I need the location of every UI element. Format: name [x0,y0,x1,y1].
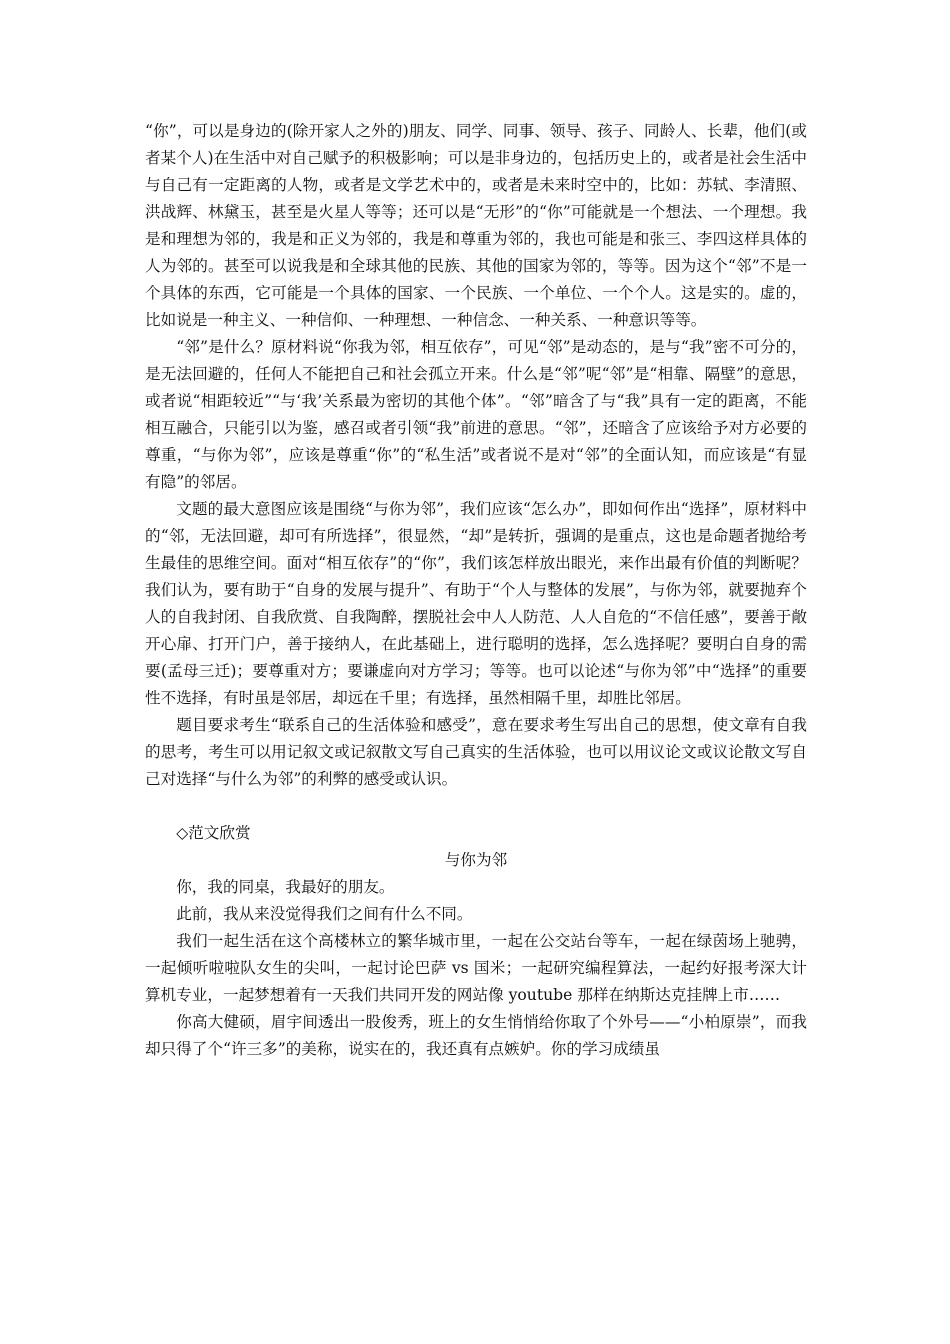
essay-title: 与你为邻 [444,851,508,869]
intro-paragraph-2: “邻”是什么？原材料说“你我为邻，相互依存”，可见“邻”是动态的，是与“我”密不可分的，是无法回避的，任何人不能把自己和社会孤立开来。什么是“邻”呢“邻”是“相靠、隔壁”的意思，或者说“相距较近”“与‘我’关系最为密切的其他个体”。“邻”暗含了与“我”具有一定的距离，不能相互融合，只能引以为鉴，感召或者引领“我”前进的意思。“邻”，还暗含了应该给予对方必要的尊重，“与你为邻”，应该是尊重“你”的“私生活”或者说不是对“邻”的全面认知，而应该是“有显有隐”的邻居。 [145,338,807,491]
section-label: ◇范文欣赏 [176,824,251,842]
essay-paragraph-3: 我们一起生活在这个高楼林立的繁华城市里，一起在公交站台等车，一起在绿茵场上驰骋，一起倾听啦啦队女生的尖叫，一起讨论巴萨 vs 国米；一起研究编程算法，一起约好报考深大计算机专业，一起梦想着有一天我们共同开发的网站像 youtube 那样在纳斯达克挂牌上市…… [145,932,807,1004]
intro-paragraph-1: “你”，可以是身边的(除开家人之外的)朋友、同学、同事、领导、孩子、同龄人、长辈，他们(或者某个人)在生活中对自己赋予的积极影响；可以是非身边的，包括历史上的，或者是社会生活中与自己有一定距离的人物，或者是文学艺术中的，或者是未来时空中的，比如：苏轼、李清照、洪战辉、林黛玉，甚至是火星人等等；还可以是“无形”的“你”可能就是一个想法、一个理想。我是和理想为邻的，我是和正义为邻的，我是和尊重为邻的，我也可能是和张三、李四这样具体的人为邻的。甚至可以说我是和全球其他的民族、其他的国家为邻的，等等。因为这个“邻”不是一个具体的东西，它可能是一个具体的国家、一个民族、一个单位、一个个人。这是实的。虚的，比如说是一种主义、一种信仰、一种理想、一种信念、一种关系、一种意识等等。 [145,122,807,329]
paragraph-spacer [145,793,807,820]
document-page [145,118,807,1063]
intro-paragraph-3: 文题的最大意图应该是围绕“与你为邻”，我们应该“怎么办”，即如何作出“选择”，原材料中的“邻，无法回避，却可有所选择”，很显然，“却”是转折，强调的是重点，这也是命题者抛给考生最佳的思维空间。面对“相互依存”的“你”，我们该怎样放出眼光，来作出最有价值的判断呢？我们认为，要有助于“自身的发展与提升”、有助于“个人与整体的发展”，与你为邻，就要抛弃个人的自我封闭、自我欣赏、自我陶醉，摆脱社会中人人防范、人人自危的“不信任感”，要善于敞开心扉、打开门户，善于接纳人，在此基础上，进行聪明的选择，怎么选择呢？要明白自身的需要(孟母三迁)；要尊重对方；要谦虚向对方学习；等等。也可以论述“与你为邻”中“选择”的重要性不选择，有时虽是邻居，却远在千里；有选择，虽然相隔千里，却胜比邻居。 [145,500,807,707]
intro-paragraph-4: 题目要求考生“联系自己的生活体验和感受”，意在要求考生写出自己的思想，使文章有自我的思考，考生可以用记叙文或记叙散文写自己真实的生活体验，也可以用议论文或议论散文写自己对选择“与什么为邻”的利弊的感受或认识。 [145,716,807,788]
essay-paragraph-1: 你，我的同桌，我最好的朋友。 [176,878,395,896]
essay-paragraph-4: 你高大健硕，眉宇间透出一股俊秀，班上的女生悄悄给你取了个外号——“小柏原崇”，而我却只得了个“许三多”的美称，说实在的，我还真有点嫉妒。你的学习成绩虽 [145,1013,807,1058]
essay-paragraph-2: 此前，我从来没觉得我们之间有什么不同。 [176,905,473,923]
